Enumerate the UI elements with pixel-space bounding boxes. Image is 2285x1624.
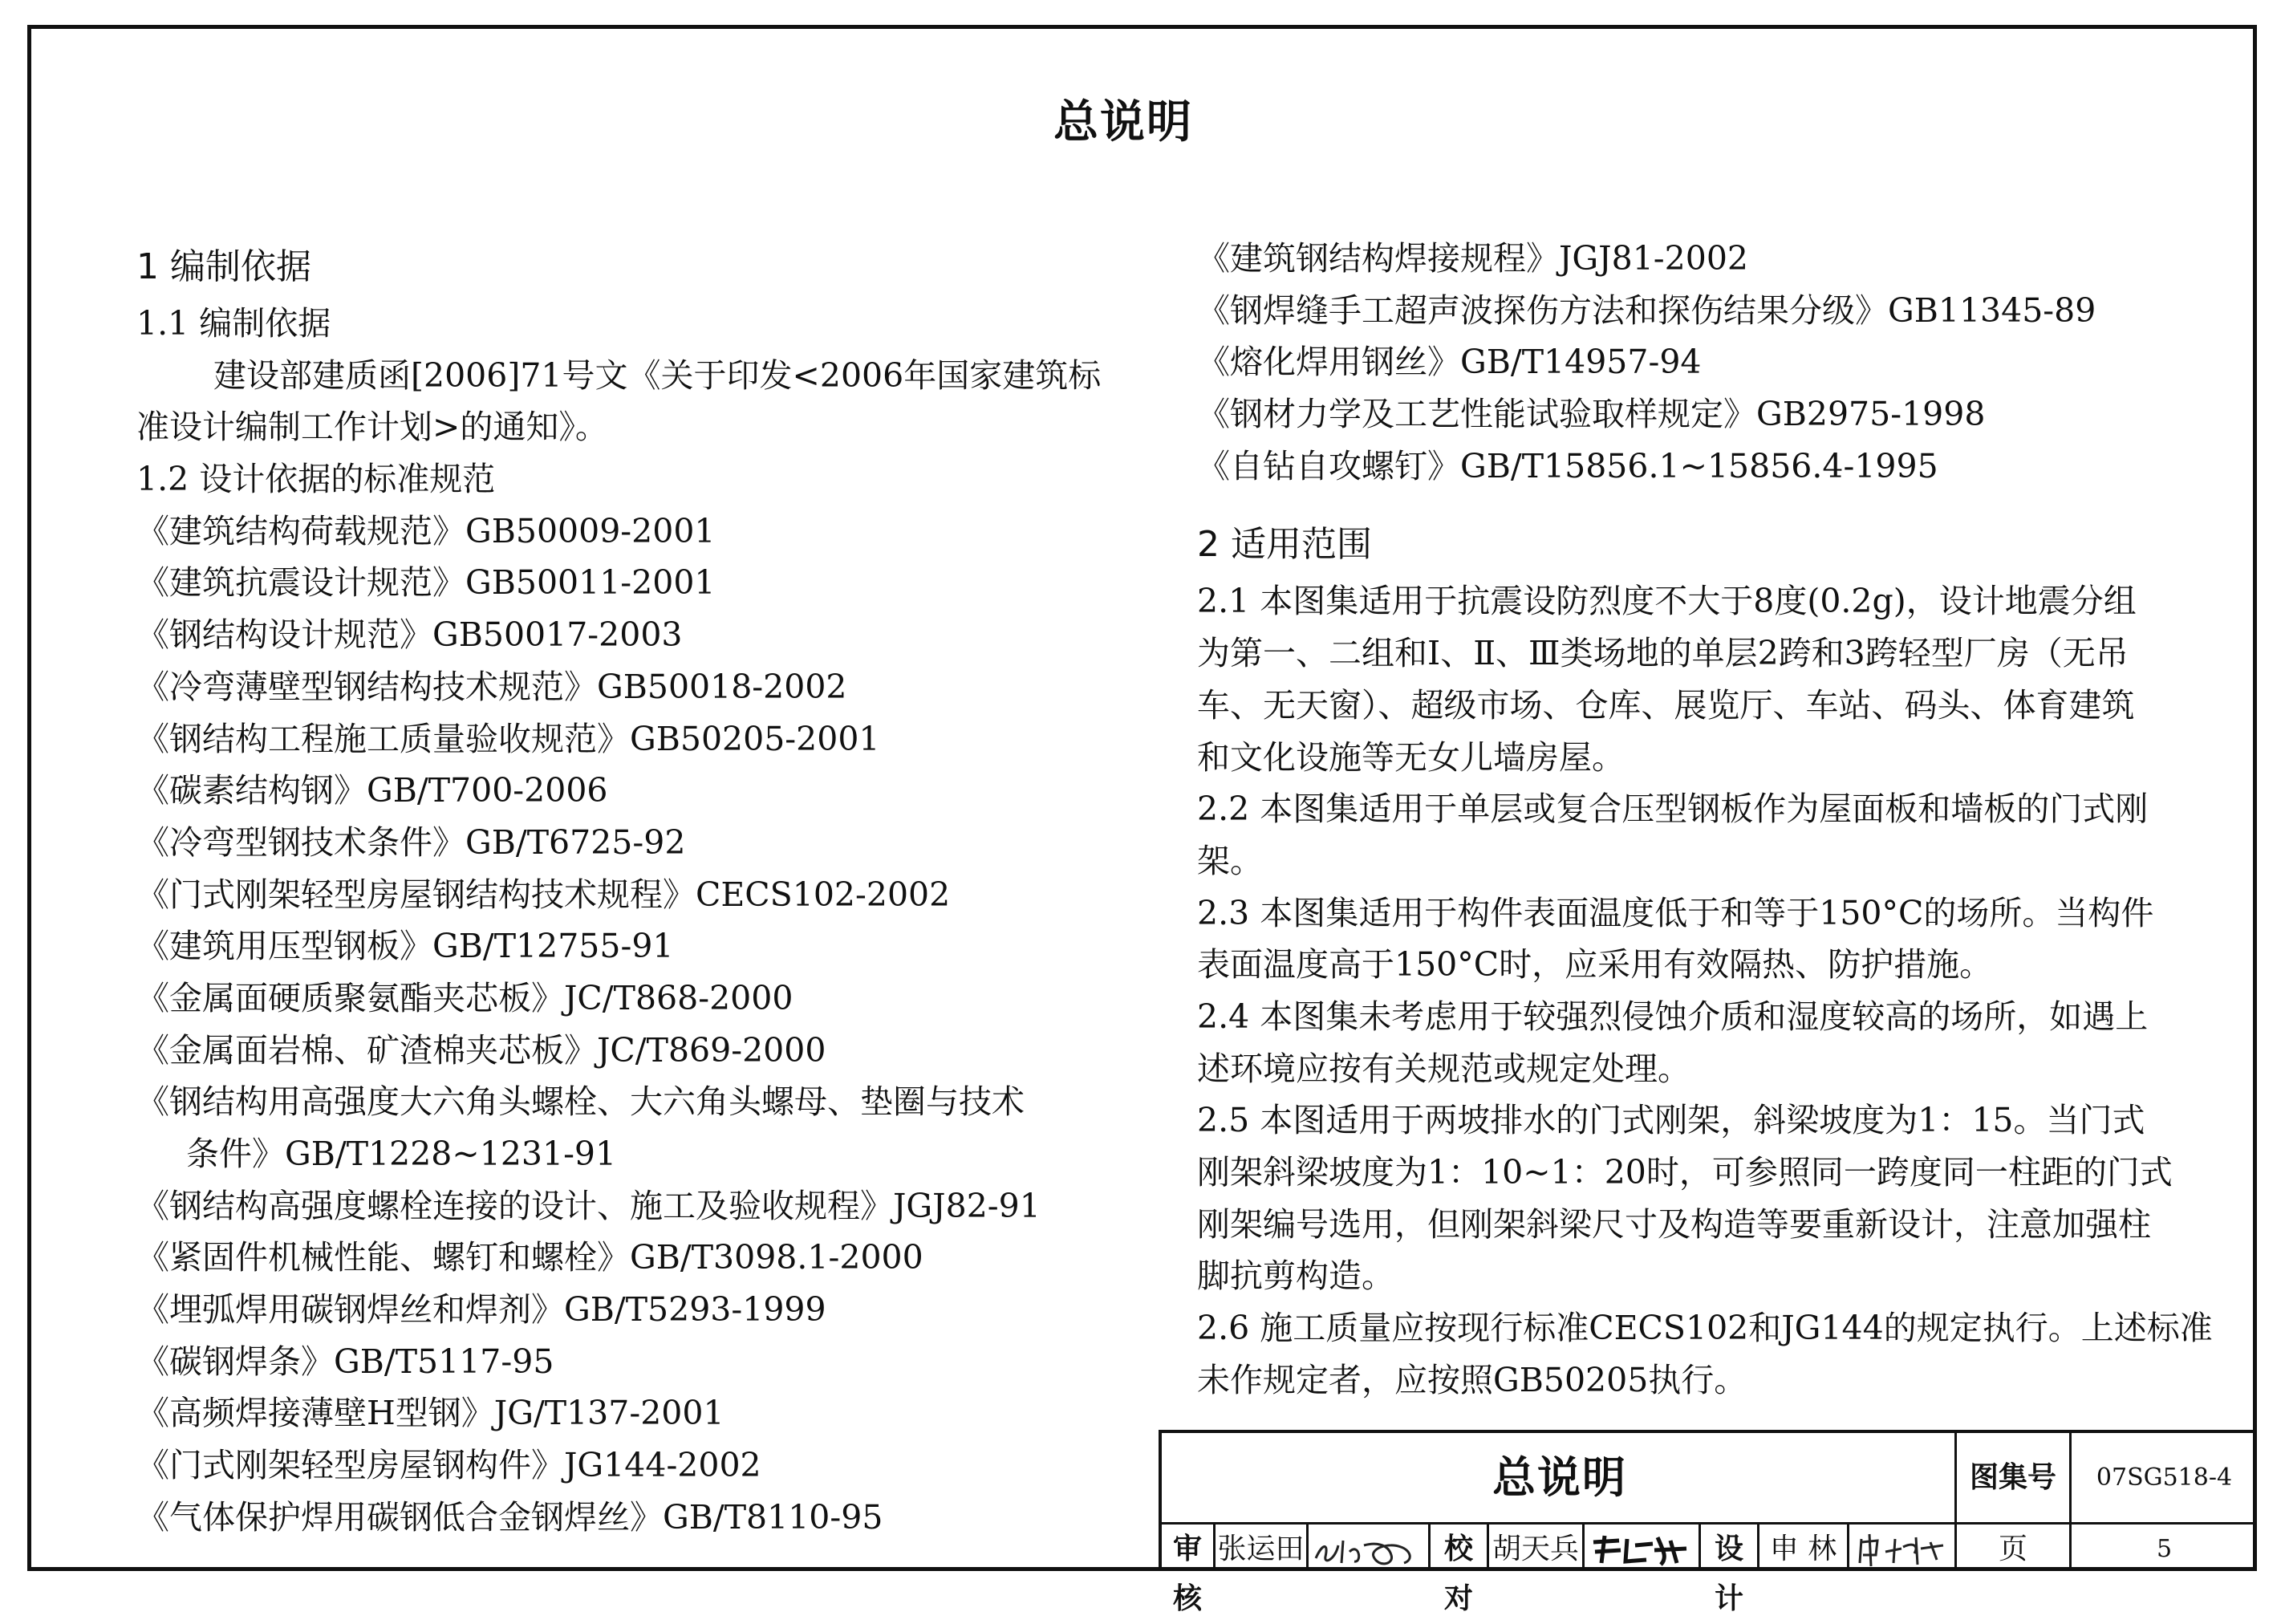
scope-text-line: 脚抗剪构造。	[1197, 1257, 1394, 1296]
designer-name: 申 林	[1769, 1533, 1837, 1565]
section-2-heading: 2 适用范围	[1197, 524, 1372, 566]
page-label: 页	[1998, 1533, 2027, 1565]
standard-item: 《钢焊缝手工超声波探伤方法和探伤结果分级》GB11345-89	[1197, 290, 2096, 330]
reviewer-signature	[1311, 1528, 1423, 1571]
standard-item: 《碳素结构钢》GB/T700-2006	[136, 771, 608, 810]
standard-item: 《气体保护焊用碳钢低合金钢焊丝》GB/T8110-95	[136, 1497, 883, 1537]
scope-text-line: 2.5 本图适用于两坡排水的门式刚架，斜梁坡度为1：15。当门式	[1197, 1101, 2145, 1140]
section-1-heading: 1 编制依据	[136, 246, 311, 287]
standard-item: 《金属面岩棉、矿渣棉夹芯板》JC/T869-2000	[136, 1030, 826, 1070]
scope-text-line: 车、无天窗）、超级市场、仓库、展览厅、车站、码头、体育建筑	[1197, 685, 2135, 725]
right-column	[1197, 233, 2213, 1406]
standard-item: 《钢结构高强度螺栓连接的设计、施工及验收规程》JGJ82-91	[136, 1186, 1041, 1225]
title-block-divider	[1847, 1522, 1849, 1571]
standard-item: 《钢结构用高强度大六角头螺栓、大六角头螺母、垫圈与技术	[136, 1082, 1025, 1122]
checker-signature	[1587, 1528, 1695, 1571]
basis-text-line: 建设部建质函[2006]71号文《关于印发<2006年国家建筑标	[213, 355, 1102, 395]
standard-item: 《埋弧焊用碳钢焊丝和焊剂》GB/T5293-1999	[136, 1290, 826, 1330]
standard-item: 《钢结构设计规范》GB50017-2003	[136, 615, 683, 655]
scope-text-line: 为第一、二组和Ⅰ、Ⅱ、Ⅲ类场地的单层2跨和3跨轻型厂房（无吊	[1197, 634, 2129, 673]
standard-item: 《自钻自攻螺钉》GB/T15856.1~15856.4-1995	[1197, 446, 1938, 485]
check-label: 校对	[1443, 1533, 1473, 1615]
atlas-number-label: 图集号	[1969, 1461, 2056, 1494]
scope-text-line: 和文化设施等无女儿墙房屋。	[1197, 737, 1625, 777]
basis-text-line: 准设计编制工作计划>的通知》。	[136, 408, 608, 447]
standard-item: 《紧固件机械性能、螺钉和螺栓》GB/T3098.1-2000	[136, 1238, 923, 1277]
title-block-divider	[1306, 1522, 1309, 1571]
standard-item: 《建筑用压型钢板》GB/T12755-91	[136, 927, 674, 966]
scope-text-line: 述环境应按有关规范或规定处理。	[1197, 1049, 1690, 1088]
standard-item: 《建筑结构荷载规范》GB50009-2001	[136, 511, 716, 550]
checker-name: 胡天兵	[1492, 1533, 1579, 1565]
scope-text-line: 2.3 本图集适用于构件表面温度低于和等于150°C的场所。当构件	[1197, 893, 2154, 932]
standard-item: 《高频焊接薄壁H型钢》JG/T137-2001	[136, 1394, 724, 1433]
scope-text-line: 2.6 施工质量应按现行标准CECS102和JG144的规定执行。上述标准	[1197, 1309, 2213, 1348]
standard-item: 《钢结构工程施工质量验收规范》GB50205-2001	[136, 719, 880, 758]
reviewer-name: 张运田	[1217, 1533, 1305, 1565]
scope-text-line: 刚架斜梁坡度为1：10~1：20时，可参照同一跨度同一柱距的门式	[1197, 1153, 2173, 1192]
standard-item: 《门式刚架轻型房屋钢结构技术规程》CECS102-2002	[136, 875, 951, 914]
page-number: 5	[2156, 1535, 2173, 1563]
scope-text-line: 2.4 本图集未考虑用于较强烈侵蚀介质和湿度较高的场所，如遇上	[1197, 997, 2149, 1036]
standard-item: 《熔化焊用钢丝》GB/T14957-94	[1197, 343, 1702, 382]
atlas-number: 07SG518-4	[2096, 1464, 2233, 1492]
subsection-1-2-heading: 1.2 设计依据的标准规范	[136, 460, 496, 499]
title-block-divider	[1582, 1522, 1585, 1571]
scope-text-line: 2.1 本图集适用于抗震设防烈度不大于8度(0.2g)，设计地震分组	[1197, 582, 2137, 621]
standard-item: 《冷弯型钢技术条件》GB/T6725-92	[136, 822, 686, 862]
standard-item: 《金属面硬质聚氨酯夹芯板》JC/T868-2000	[136, 978, 793, 1017]
subsection-1-1-heading: 1.1 编制依据	[136, 304, 331, 343]
title-block-title: 总说明	[1492, 1452, 1627, 1503]
standard-item: 《碳钢焊条》GB/T5117-95	[136, 1342, 554, 1381]
standard-item: 《钢材力学及工艺性能试验取样规定》GB2975-1998	[1197, 395, 1986, 434]
standard-item: 《建筑抗震设计规范》GB50011-2001	[136, 563, 716, 603]
standard-item-continuation: 条件》GB/T1228~1231-91	[186, 1135, 617, 1173]
standard-item: 《门式刚架轻型房屋钢构件》JG144-2002	[136, 1446, 761, 1485]
review-label: 审核	[1172, 1533, 1202, 1615]
scope-text-line: 架。	[1197, 841, 1263, 880]
scope-text-line: 2.2 本图集适用于单层或复合压型钢板作为屋面板和墙板的门式刚	[1197, 790, 2149, 829]
standard-item: 《建筑钢结构焊接规程》JGJ81-2002	[1197, 239, 1748, 278]
title-block	[1159, 1430, 2257, 1615]
page-title: 总说明	[1053, 96, 1193, 148]
designer-signature	[1853, 1528, 1951, 1571]
scope-text-line: 刚架编号选用，但刚架斜梁尺寸及构造等要重新设计，注意加强柱	[1197, 1204, 2151, 1244]
design-label: 设计	[1714, 1533, 1743, 1615]
standard-item: 《冷弯薄壁型钢结构技术规范》GB50018-2002	[136, 667, 847, 706]
scope-text-line: 未作规定者，应按照GB50205执行。	[1197, 1360, 1747, 1399]
left-column	[136, 237, 1102, 1544]
scope-text-line: 表面温度高于150°C时，应采用有效隔热、防护措施。	[1197, 945, 1993, 985]
